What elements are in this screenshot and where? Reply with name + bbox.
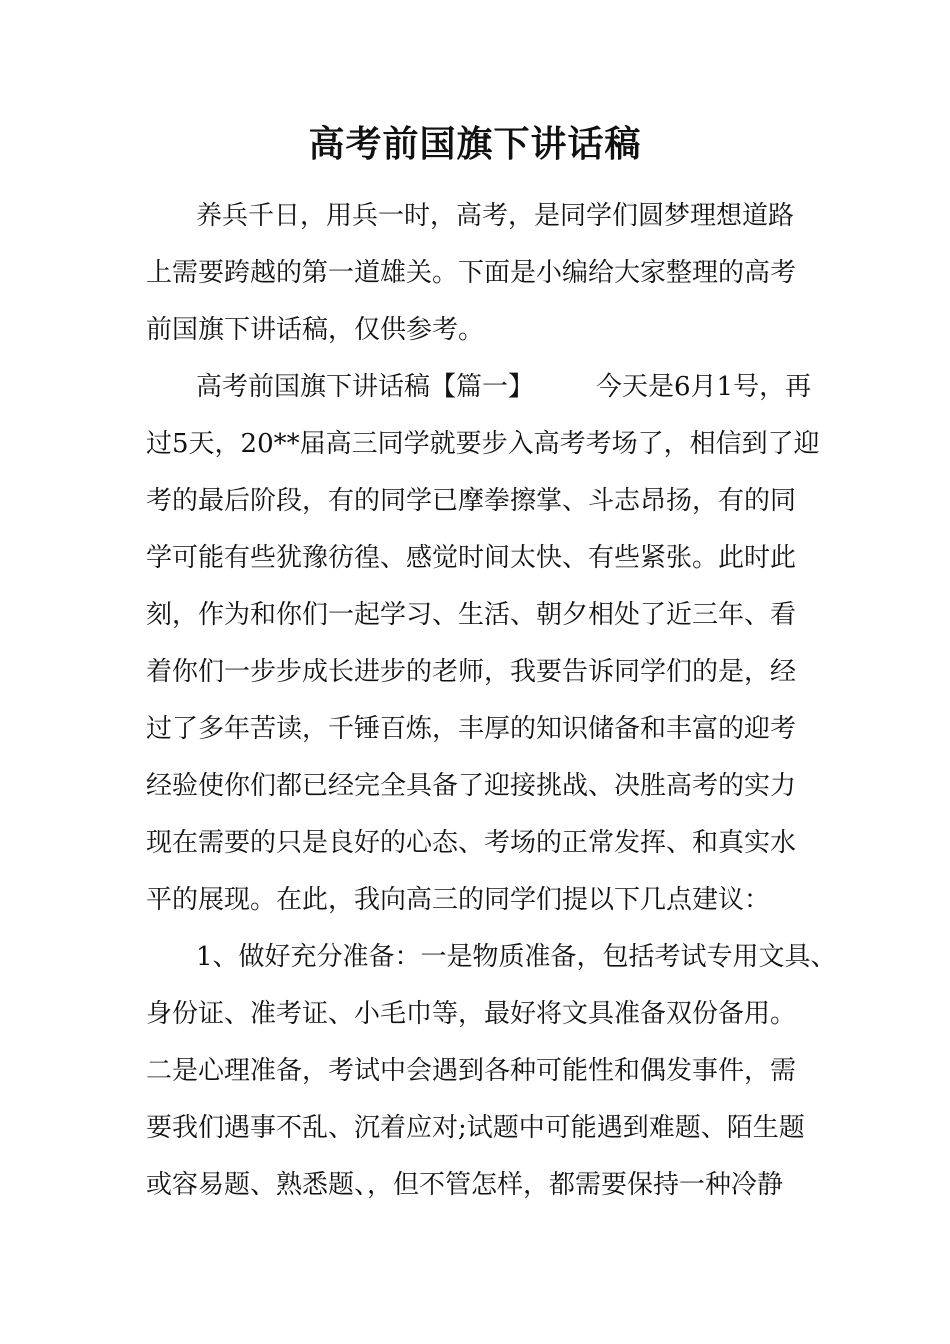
paragraph-line: 现在需要的只是良好的心态、考场的正常发挥、和真实水 [146, 828, 797, 858]
paragraph-line: 经验使你们都已经完全具备了迎接挑战、决胜高考的实力 [146, 771, 797, 801]
paragraph-line: 着你们一步步成长进步的老师，我要告诉同学们的是，经 [146, 657, 797, 687]
paragraph-line: 考的最后阶段，有的同学已摩拳擦掌、斗志昂扬，有的同 [146, 486, 797, 516]
paragraph-line: 养兵千日，用兵一时，高考，是同学们圆梦理想道路 [196, 201, 795, 231]
paragraph-line: 要我们遇事不乱、沉着应对;试题中可能遇到难题、陌生题 [146, 1113, 805, 1143]
paragraph-line: 刻，作为和你们一起学习、生活、朝夕相处了近三年、看 [146, 600, 797, 630]
paragraph-line: 或容易题、熟悉题、，但不管怎样，都需要保持一种冷静 [146, 1170, 784, 1200]
paragraph-line: 过5天，20**届高三同学就要步入高考考场了，相信到了迎 [146, 429, 820, 459]
paragraph-line: 上需要跨越的第一道雄关。下面是小编给大家整理的高考 [146, 258, 797, 288]
paragraph-line: 1、做好充分准备：一是物质准备，包括考试专用文具、 [196, 942, 837, 972]
section-heading-line [196, 369, 811, 405]
paragraph-line: 身份证、准考证、小毛巾等，最好将文具准备双份备用。 [146, 999, 797, 1029]
paragraph-line: 学可能有些犹豫彷徨、感觉时间太快、有些紧张。此时此 [146, 543, 797, 573]
section-heading: 高考前国旗下讲话稿【篇一】 [196, 372, 535, 402]
section-intro: 今天是6月1号，再 [596, 372, 812, 402]
paragraph-line: 前国旗下讲话稿，仅供参考。 [146, 315, 485, 345]
paragraph-line: 平的展现。在此，我向高三的同学们提以下几点建议： [146, 885, 771, 915]
paragraph-line: 二是心理准备，考试中会遇到各种可能性和偶发事件，需 [146, 1056, 797, 1086]
page-title: 高考前国旗下讲话稿 [308, 123, 642, 165]
paragraph-line: 过了多年苦读，千锤百炼，丰厚的知识储备和丰富的迎考 [146, 714, 797, 744]
